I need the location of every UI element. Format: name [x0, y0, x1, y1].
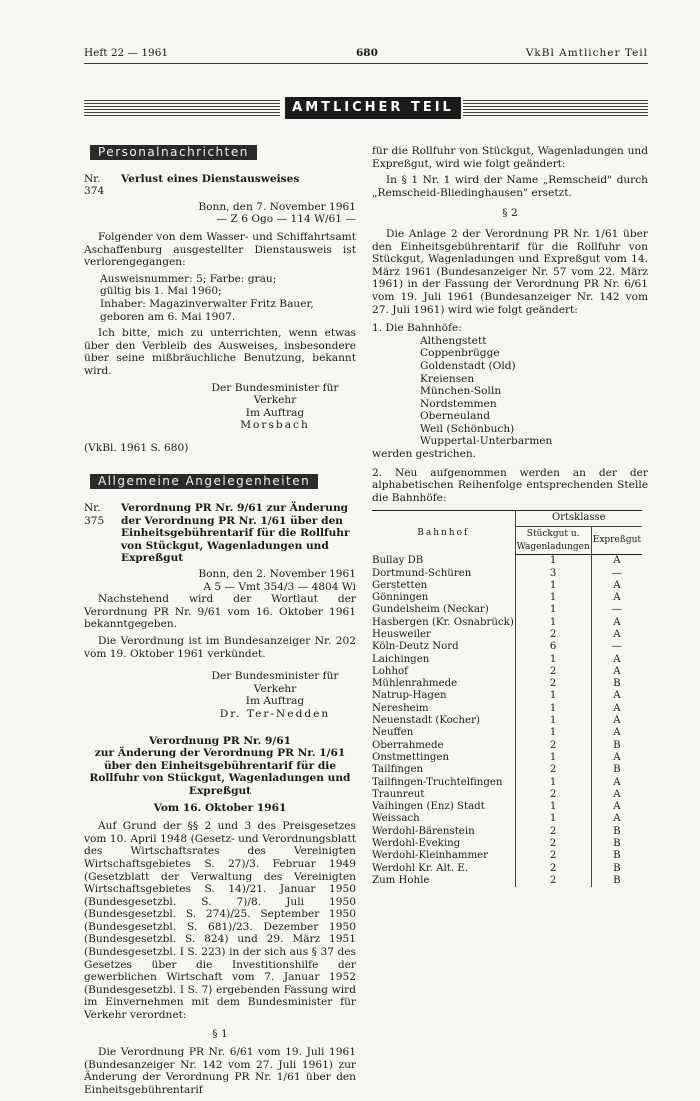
class-express-cell: A	[591, 580, 642, 592]
table-row	[372, 654, 642, 666]
col-header-ortsklasse: Ortsklasse	[515, 511, 642, 527]
table-row	[372, 752, 642, 764]
station: Nordstemmen	[420, 397, 497, 410]
station-name-cell: Onstmettingen	[372, 751, 450, 763]
station-name-cell: Laichingen	[372, 653, 430, 665]
station-name-cell: Vaihingen (Enz) Stadt	[372, 801, 485, 813]
class-express-cell: A	[591, 690, 642, 702]
station: Coppenbrügge	[420, 347, 500, 360]
banner-title: AMTLICHER TEIL	[285, 97, 461, 119]
station: Goldenstadt (Old)	[420, 359, 516, 372]
class-stueckgut-cell: 1	[515, 727, 591, 739]
entry-374-heading	[84, 173, 356, 198]
section-heading-personal: Personalnachrichten	[90, 145, 257, 160]
signature-line: Der Bundesminister für Verkehr	[211, 670, 339, 695]
ordinance-date: Vom 16. Oktober 1961	[153, 801, 287, 814]
class-stueckgut-cell: 2	[515, 678, 591, 690]
station-name-cell: Weissach	[372, 813, 420, 825]
table-row	[372, 715, 642, 727]
station: Weil (Schönbuch)	[420, 422, 515, 435]
entry-number: Nr. 375	[84, 502, 105, 527]
class-express-cell: A	[591, 592, 642, 604]
station-name-cell: Gerstetten	[372, 579, 428, 591]
station-name-cell: Werdohl-Eveking	[372, 838, 461, 850]
station-name-cell: Werdohl-Kleinhammer	[372, 850, 489, 862]
paragraph: Folgender von dem Wasser- und Schiffahrtsamt Aschaffenburg ausgestellter Dienstausweis ist verlorengegangen:	[84, 230, 356, 269]
class-stueckgut-cell: 2	[515, 666, 591, 678]
class-express-cell: B	[591, 838, 642, 850]
station-name-cell: Heusweiler	[372, 629, 431, 640]
class-express-cell: B	[591, 826, 642, 838]
table-row	[372, 764, 642, 776]
station-table	[372, 510, 642, 887]
class-stueckgut-cell: 1	[515, 592, 591, 604]
station-name-cell: Traunreut	[372, 788, 425, 800]
paragraph: für die Rollfuhr von Stückgut, Wagenladungen und Expreßgut, wird wie folgt geändert:	[372, 145, 648, 170]
table-row	[372, 666, 642, 678]
ordinance-subtitle: zur Änderung der Verordnung PR Nr. 1/61 über den Einheitsgebührentarif für die Rollfuhr von Stückgut, Wagenladungen und Expreßgut	[89, 747, 351, 797]
station: München-Solln	[420, 385, 502, 398]
section-heading-general: Allgemeine Angelegenheiten	[90, 474, 318, 489]
station-name-cell: Dortmund-Schüren	[372, 567, 472, 579]
class-express-cell: B	[591, 764, 642, 776]
class-stueckgut-cell: 1	[515, 813, 591, 825]
station: Wuppertal-Unterbarmen	[420, 435, 553, 448]
table-row	[372, 863, 642, 875]
station-name-cell: Tailfingen-Truchtelfingen	[372, 776, 503, 788]
station-name-cell: Neresheim	[372, 702, 429, 714]
table-row	[372, 555, 642, 568]
table-row	[372, 568, 642, 580]
station-name-cell: Mühlenrahmede	[372, 678, 458, 690]
banner-lines-left	[84, 100, 280, 116]
entry-date: Bonn, den 7. November 1961	[198, 200, 356, 213]
class-stueckgut-cell: 1	[515, 703, 591, 715]
table-row	[372, 838, 642, 850]
class-stueckgut-cell: 1	[515, 604, 591, 616]
entry-date: Bonn, den 2. November 1961	[198, 568, 356, 581]
detail-line: geboren am 6. Mai 1907.	[100, 310, 236, 323]
entry-375-heading	[84, 502, 356, 565]
list-item: 1. Die Bahnhöfe:	[372, 322, 462, 335]
station-name-cell: Neuffen	[372, 727, 414, 739]
class-express-cell: —	[591, 641, 642, 653]
station-name-cell: Werdohl Kr. Alt. E.	[372, 862, 468, 874]
running-header	[84, 47, 648, 63]
table-row	[372, 801, 642, 813]
class-express-cell: —	[591, 604, 642, 616]
table-row	[372, 740, 642, 752]
class-express-cell: A	[591, 752, 642, 764]
station: Althengstett	[420, 334, 487, 347]
station: Oberneuland	[420, 410, 491, 423]
class-express-cell: A	[591, 629, 642, 641]
page-number: 680	[356, 47, 378, 59]
class-stueckgut-cell: 2	[515, 764, 591, 776]
class-express-cell: A	[591, 703, 642, 715]
section-label: VkBl Amtlicher Teil	[525, 47, 648, 59]
struck-note: werden gestrichen.	[372, 448, 477, 461]
class-express-cell: A	[591, 666, 642, 678]
class-express-cell: B	[591, 678, 642, 690]
class-stueckgut-cell: 6	[515, 641, 591, 653]
signature-name: Morsbach	[240, 419, 310, 432]
class-stueckgut-cell: 1	[515, 715, 591, 727]
table-row	[372, 826, 642, 838]
table-row	[372, 580, 642, 592]
class-express-cell: B	[591, 740, 642, 752]
entry-title: Verlust eines Dienstausweises	[121, 172, 300, 185]
table-row	[372, 641, 642, 653]
class-stueckgut-cell: 3	[515, 568, 591, 580]
class-stueckgut-cell: 1	[515, 752, 591, 764]
class-express-cell: —	[591, 568, 642, 580]
station-name-cell: Köln-Deutz Nord	[372, 641, 459, 653]
left-column	[84, 145, 356, 1101]
class-express-cell: B	[591, 875, 642, 887]
station-name-cell: Bullay DB	[372, 554, 424, 566]
station-name-cell: Gönningen	[372, 592, 429, 604]
signature-name: Dr. Ter-Nedden	[219, 707, 331, 720]
table-row	[372, 813, 642, 825]
table-row	[372, 604, 642, 616]
issue-label: Heft 22 — 1961	[84, 47, 169, 59]
class-express-cell: A	[591, 777, 642, 789]
class-stueckgut-cell: 1	[515, 580, 591, 592]
class-express-cell: A	[591, 617, 642, 629]
table-row	[372, 875, 642, 887]
citation: (VkBl. 1961 S. 680)	[84, 441, 189, 454]
station: Kreiensen	[420, 372, 475, 385]
paragraph: Die Anlage 2 der Verordnung PR Nr. 1/61 über den Einheitsgebührentarif für die Rollfuhr von Stückgut, Wagenladungen und Expreßgut vom 14. März 1961 (Bundesanzeiger Nr. 57 vom 22. März 1961) in der Fassung der Verordnung PR Nr. 6/61 vom 19. Juli 1961 (Bundesanzeiger Nr. 142 vom 27. Juli 1961) wird wie folgt geändert:	[372, 227, 648, 316]
class-express-cell: B	[591, 863, 642, 875]
station-name-cell: Oberrahmede	[372, 739, 444, 751]
paragraph: Die Verordnung ist im Bundesanzeiger Nr. 202 vom 19. Oktober 1961 verkündet.	[84, 635, 356, 660]
class-stueckgut-cell: 1	[515, 801, 591, 813]
section-banner	[84, 97, 648, 119]
station-name-cell: Tailfingen	[372, 764, 424, 776]
col-header-expressgut: Expreßgut	[591, 527, 642, 555]
table-row	[372, 617, 642, 629]
entry-title: Verordnung PR Nr. 9/61 zur Änderung der Verordnung PR Nr. 1/61 über den Einheitsgebührentarif für die Rollfuhr von Stückgut, Wagenladungen und Expreßgut	[121, 502, 350, 565]
class-express-cell: A	[591, 813, 642, 825]
table-row	[372, 678, 642, 690]
class-express-cell: A	[591, 654, 642, 666]
paragraph-sign: § 2	[502, 207, 518, 220]
class-stueckgut-cell: 2	[515, 789, 591, 801]
station-name-cell: Gundelsheim (Neckar)	[372, 604, 489, 616]
station-name-cell: Lohhof	[372, 665, 408, 677]
col-header-bahnhof: Bahnhof	[372, 511, 515, 555]
col-header-stueckgut: Stückgut u. Wagenladungen	[515, 527, 591, 555]
class-express-cell: A	[591, 801, 642, 813]
class-express-cell: B	[591, 850, 642, 862]
header-rule	[84, 63, 648, 64]
signature-line: Im Auftrag	[245, 406, 305, 419]
signature-line: Der Bundesminister für Verkehr	[211, 381, 339, 407]
paragraph: Auf Grund der §§ 2 und 3 des Preisgesetzes vom 10. April 1948 (Gesetz- und Verordnungsblatt des Wirtschaftsrates des Vereinigten Wirtschaftsgebietes S. 27)/3. Februar 1949 (Gesetzblatt der Verwaltung des Vereinigten Wirtschaftsgebietes S. 14)/21. Januar 1950 (Bundesgesetzbl. S. 7)/8. Juli 1950 (Bundesgesetzbl. S. 274)/25. September 1950 (Bundesgesetzbl. S. 681)/23. Dezember 1950 (Bundesgesetzbl. S. 824) und 29. März 1951 (Bundesgesetzbl. I S. 223) in der sich aus § 37 des Gesetzes über die Investitionshilfe der gewerblichen Wirtschaft vom 7. Januar 1952 (Bundesgesetzbl. I S. 7) ergebenden Fassung wird im Einvernehmen mit dem Bundesminister für Verkehr verordnet:	[84, 820, 356, 1022]
ordinance-title: Verordnung PR Nr. 9/61	[149, 734, 291, 747]
detail-line: gültig bis 1. Mai 1960;	[100, 285, 222, 298]
class-stueckgut-cell: 1	[515, 555, 591, 568]
detail-line: Inhaber: Magazinverwalter Fritz Bauer,	[100, 297, 314, 310]
entry-number: Nr. 374	[84, 172, 105, 198]
paragraph-sign: § 1	[212, 1027, 228, 1040]
entry-reference: A 5 — Vmt 354/3 — 4804 Wi	[203, 580, 356, 593]
station-name-cell: Neuenstadt (Kocher)	[372, 715, 480, 727]
class-stueckgut-cell: 2	[515, 850, 591, 862]
table-row	[372, 777, 642, 789]
table-row	[372, 592, 642, 604]
table-body	[372, 555, 642, 888]
class-stueckgut-cell: 2	[515, 863, 591, 875]
class-stueckgut-cell: 2	[515, 629, 591, 641]
table-row	[372, 850, 642, 862]
entry-reference: — Z 6 Ogo — 114 W/61 —	[216, 213, 356, 226]
detail-line: Ausweisnummer: 5; Farbe: grau;	[100, 272, 277, 285]
table-row	[372, 690, 642, 702]
class-express-cell: A	[591, 727, 642, 739]
signature-line: Im Auftrag	[245, 695, 305, 708]
table-row	[372, 703, 642, 715]
station-list	[420, 335, 648, 448]
class-stueckgut-cell: 1	[515, 690, 591, 702]
table-row	[372, 629, 642, 641]
right-column	[372, 145, 648, 887]
class-stueckgut-cell: 1	[515, 654, 591, 666]
paragraph: Nachstehend wird der Wortlaut der Verordnung PR Nr. 9/61 vom 16. Oktober 1961 bekanntgegeben.	[84, 593, 356, 631]
class-stueckgut-cell: 2	[515, 740, 591, 752]
list-item: 2. Neu aufgenommen werden an der der alphabetischen Reihenfolge entsprechenden Stelle die Bahnhöfe:	[372, 466, 648, 504]
class-express-cell: A	[591, 555, 642, 568]
class-stueckgut-cell: 1	[515, 777, 591, 789]
station-name-cell: Natrup-Hagen	[372, 690, 447, 702]
class-stueckgut-cell: 2	[515, 838, 591, 850]
paragraph: Die Verordnung PR Nr. 6/61 vom 19. Juli 1961 (Bundesanzeiger Nr. 142 vom 27. Juli 1961) zur Änderung der Verordnung PR Nr. 1/61 über den Einheitsgebührentarif	[84, 1046, 356, 1096]
class-stueckgut-cell: 1	[515, 617, 591, 629]
station-name-cell: Hasbergen (Kr. Osnabrück)	[372, 616, 514, 628]
class-stueckgut-cell: 2	[515, 826, 591, 838]
banner-lines-right	[463, 100, 648, 116]
paragraph: In § 1 Nr. 1 wird der Name „Remscheid" durch „Remscheid-Bliedinghausen" ersetzt.	[372, 174, 648, 199]
class-express-cell: A	[591, 789, 642, 801]
table-row	[372, 789, 642, 801]
class-express-cell: A	[591, 715, 642, 727]
paragraph: Ich bitte, mich zu unterrichten, wenn etwas über den Verbleib des Ausweises, insbesondere über seine mißbräuchliche Benutzung, bekannt wird.	[84, 327, 356, 377]
class-stueckgut-cell: 2	[515, 875, 591, 887]
table-row	[372, 727, 642, 739]
station-name-cell: Werdohl-Bärenstein	[372, 825, 475, 837]
station-name-cell: Zum Hohle	[372, 874, 430, 886]
